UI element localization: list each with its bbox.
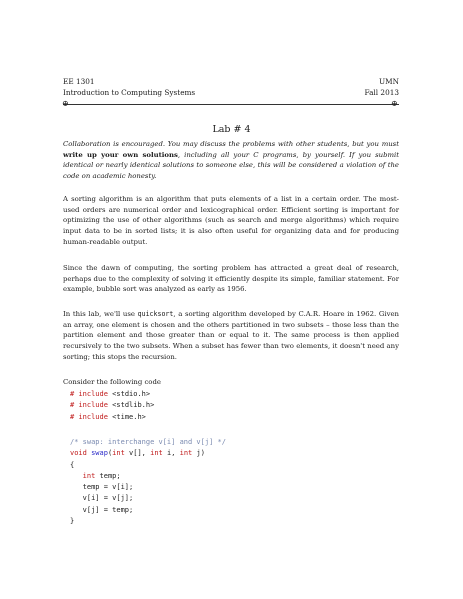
notice-bold: write up your own solutions: [63, 150, 178, 159]
include-line: # include <stdlib.h>: [70, 401, 155, 410]
left-crosshair-mark: ⊕: [62, 99, 69, 108]
code-includes: [70, 389, 400, 423]
notice-text-1: Collaboration is encouraged. You may discuss the problems with other students, but you must: [63, 140, 399, 148]
notice-text-2: , including all your C programs, by yourself. If you submit identical or nearly identical solutions to someone else, this will be considered a violation of the code on academic honesty.: [63, 150, 399, 181]
code-statement: v[i] = v[j];: [82, 494, 134, 503]
code-signature: void swap(int v[], int i, int j): [70, 449, 205, 458]
header-row-2: [63, 88, 399, 97]
code-swap-function: [70, 437, 400, 527]
course-code: EE 1301: [63, 77, 95, 86]
header-row-1: [63, 77, 399, 86]
code-statement: v[j] = temp;: [82, 505, 134, 514]
code-close-brace: }: [70, 517, 75, 526]
paragraph-sorting-definition: A sorting algorithm is an algorithm that puts elements of a list in a certain order. The most-used orders are numerical order and lexicographical order. Efficient sorting is important for optimizing the use of other algorithms (such as search and merge algorithms) which require input data to be in sorted lists; it is also often useful for organizing data and for producing human-readable output.: [63, 195, 399, 246]
quicksort-text-1: In this lab, we'll use: [63, 310, 138, 318]
include-line: # include <time.h>: [70, 412, 146, 421]
lab-title: Lab # 4: [212, 124, 251, 135]
university: UMN: [378, 77, 399, 86]
right-crosshair-mark: ⊕: [391, 99, 398, 108]
paragraph-quicksort: [63, 309, 399, 363]
code-statement: temp = v[i];: [82, 483, 134, 492]
include-line: # include <stdio.h>: [70, 390, 151, 398]
header-rule: [63, 104, 399, 105]
term: Fall 2013: [364, 88, 399, 97]
code-declaration: int temp;: [82, 471, 121, 480]
paragraph-consider-code: Consider the following code: [63, 378, 161, 386]
code-comment: /* swap: interchange v[i] and v[j] */: [70, 438, 226, 446]
quicksort-code-term: quicksort: [137, 310, 174, 318]
collaboration-notice: [63, 139, 399, 182]
code-open-brace: {: [70, 460, 75, 469]
quicksort-text-2: , a sorting algorithm developed by C.A.R. Hoare in 1962. Given an array, one element is chosen and the others partitioned in two subsets – those less than the partition element and those greater than or equal to it. The same process is then applied recursively to the two subsets. When a subset has fewer than two elements, it doesn't need any sorting; this stops the recursion.: [63, 310, 399, 361]
paragraph-history: Since the dawn of computing, the sorting problem has attracted a great deal of research, perhaps due to the complexity of solving it efficiently despite its simple, familiar statement. For example, bubble sort was analyzed as early as 1956.: [63, 264, 399, 294]
course-title: Introduction to Computing Systems: [63, 88, 196, 97]
